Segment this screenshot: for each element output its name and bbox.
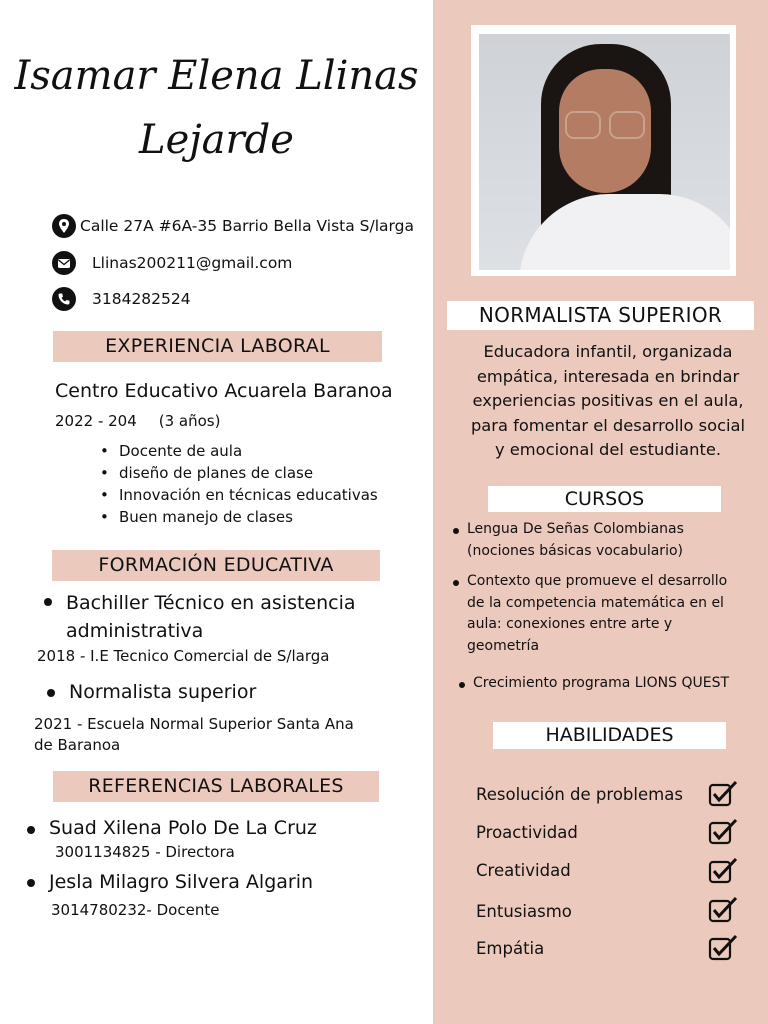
course-line: geometría (467, 637, 540, 654)
glasses-icon (565, 111, 647, 141)
checkbox-checked-icon (708, 934, 738, 962)
course-line: (nociones básicas vocabulario) (467, 542, 683, 559)
profile-title: NORMALISTA SUPERIOR (447, 301, 754, 330)
contact-email (52, 251, 292, 275)
reference-2-info: 3014780232- Docente (51, 901, 220, 919)
profile-line: Educadora infantil, organizada (483, 342, 733, 361)
phone-icon (52, 287, 76, 311)
course-line: aula: conexiones entre arte y (467, 616, 673, 632)
skill-label: Empátia (476, 939, 545, 958)
job-dates (55, 412, 220, 430)
location-pin-icon (52, 214, 76, 238)
bullet-icon (453, 580, 459, 586)
reference-1-name: Suad Xilena Polo De La Cruz (49, 817, 317, 839)
education-item-1-title: Bachiller Técnico en asistencia administrativa (66, 592, 356, 642)
job-title: Centro Educativo Acuarela Baranoa (55, 380, 393, 402)
skill-label: Proactividad (476, 823, 578, 842)
checkbox-checked-icon (708, 818, 738, 846)
skill-label: Resolución de problemas (476, 785, 683, 804)
job-date-range: 2022 - 204 (55, 412, 137, 430)
phone-text: 3184282524 (92, 290, 191, 308)
email-text[interactable]: Llinas200211@gmail.com (92, 254, 293, 272)
bullet-icon (47, 689, 55, 697)
contact-phone (52, 287, 191, 311)
profile-line: y emocional del estudiante. (494, 440, 722, 459)
references-heading: REFERENCIAS LABORALES (53, 771, 379, 802)
duties-list (100, 440, 378, 528)
envelope-icon (52, 251, 76, 275)
education-item-1-detail: 2018 - I.E Tecnico Comercial de S/larga (37, 647, 330, 665)
course-item-3 (473, 673, 729, 695)
profile-photo (479, 34, 730, 270)
reference-2-name: Jesla Milagro Silvera Algarin (49, 871, 314, 893)
course-line: Crecimiento programa LIONS QUEST (473, 675, 730, 691)
course-line: Lengua De Señas Colombianas (467, 521, 684, 537)
checkbox-checked-icon (708, 896, 738, 924)
bullet-icon (44, 598, 52, 606)
habilidades-heading: HABILIDADES (493, 722, 726, 749)
address-text: Calle 27A #6A-35 Barrio Bella Vista S/larga (80, 217, 414, 235)
contact-address (52, 214, 414, 238)
list-item: • Docente de aula (100, 440, 378, 462)
education-heading: FORMACIÓN EDUCATIVA (52, 550, 380, 581)
list-item: • Innovación en técnicas educativas (100, 484, 378, 506)
course-line: Contexto que promueve el desarrollo (467, 573, 728, 589)
list-item: • diseño de planes de clase (100, 462, 378, 484)
list-item: • Buen manejo de clases (100, 506, 378, 528)
checkbox-checked-icon (708, 780, 738, 808)
profile-summary (448, 340, 768, 463)
name-line-1: Isamar Elena Llinas (14, 53, 419, 99)
job-duration: (3 años) (158, 412, 221, 430)
bullet-icon (27, 879, 35, 887)
education-item-2-title: Normalista superior (69, 681, 257, 703)
profile-line: empática, interesada en brindar (476, 366, 740, 386)
course-line: de la competencia matemática en el (467, 594, 724, 611)
skill-label: Creatividad (476, 861, 571, 880)
profile-line: experiencias positivas en el aula, (472, 391, 744, 410)
bullet-icon (459, 682, 465, 688)
skill-label: Entusiasmo (476, 902, 572, 921)
course-item-1 (467, 519, 684, 562)
bullet-icon (453, 528, 459, 534)
profile-line: para fomentar el desarrollo social (470, 415, 746, 435)
checkbox-checked-icon (708, 857, 738, 885)
name-line-2: Lejarde (139, 117, 294, 163)
education-item-2-detail: 2021 - Escuela Normal Superior Santa Ana de Baranoa (34, 715, 354, 754)
experience-heading: EXPERIENCIA LABORAL (53, 331, 382, 362)
candidate-name (0, 44, 433, 172)
course-item-2 (467, 571, 727, 657)
cursos-heading: CURSOS (488, 486, 721, 512)
reference-1-info: 3001134825 - Directora (55, 843, 235, 861)
bullet-icon (27, 826, 35, 834)
